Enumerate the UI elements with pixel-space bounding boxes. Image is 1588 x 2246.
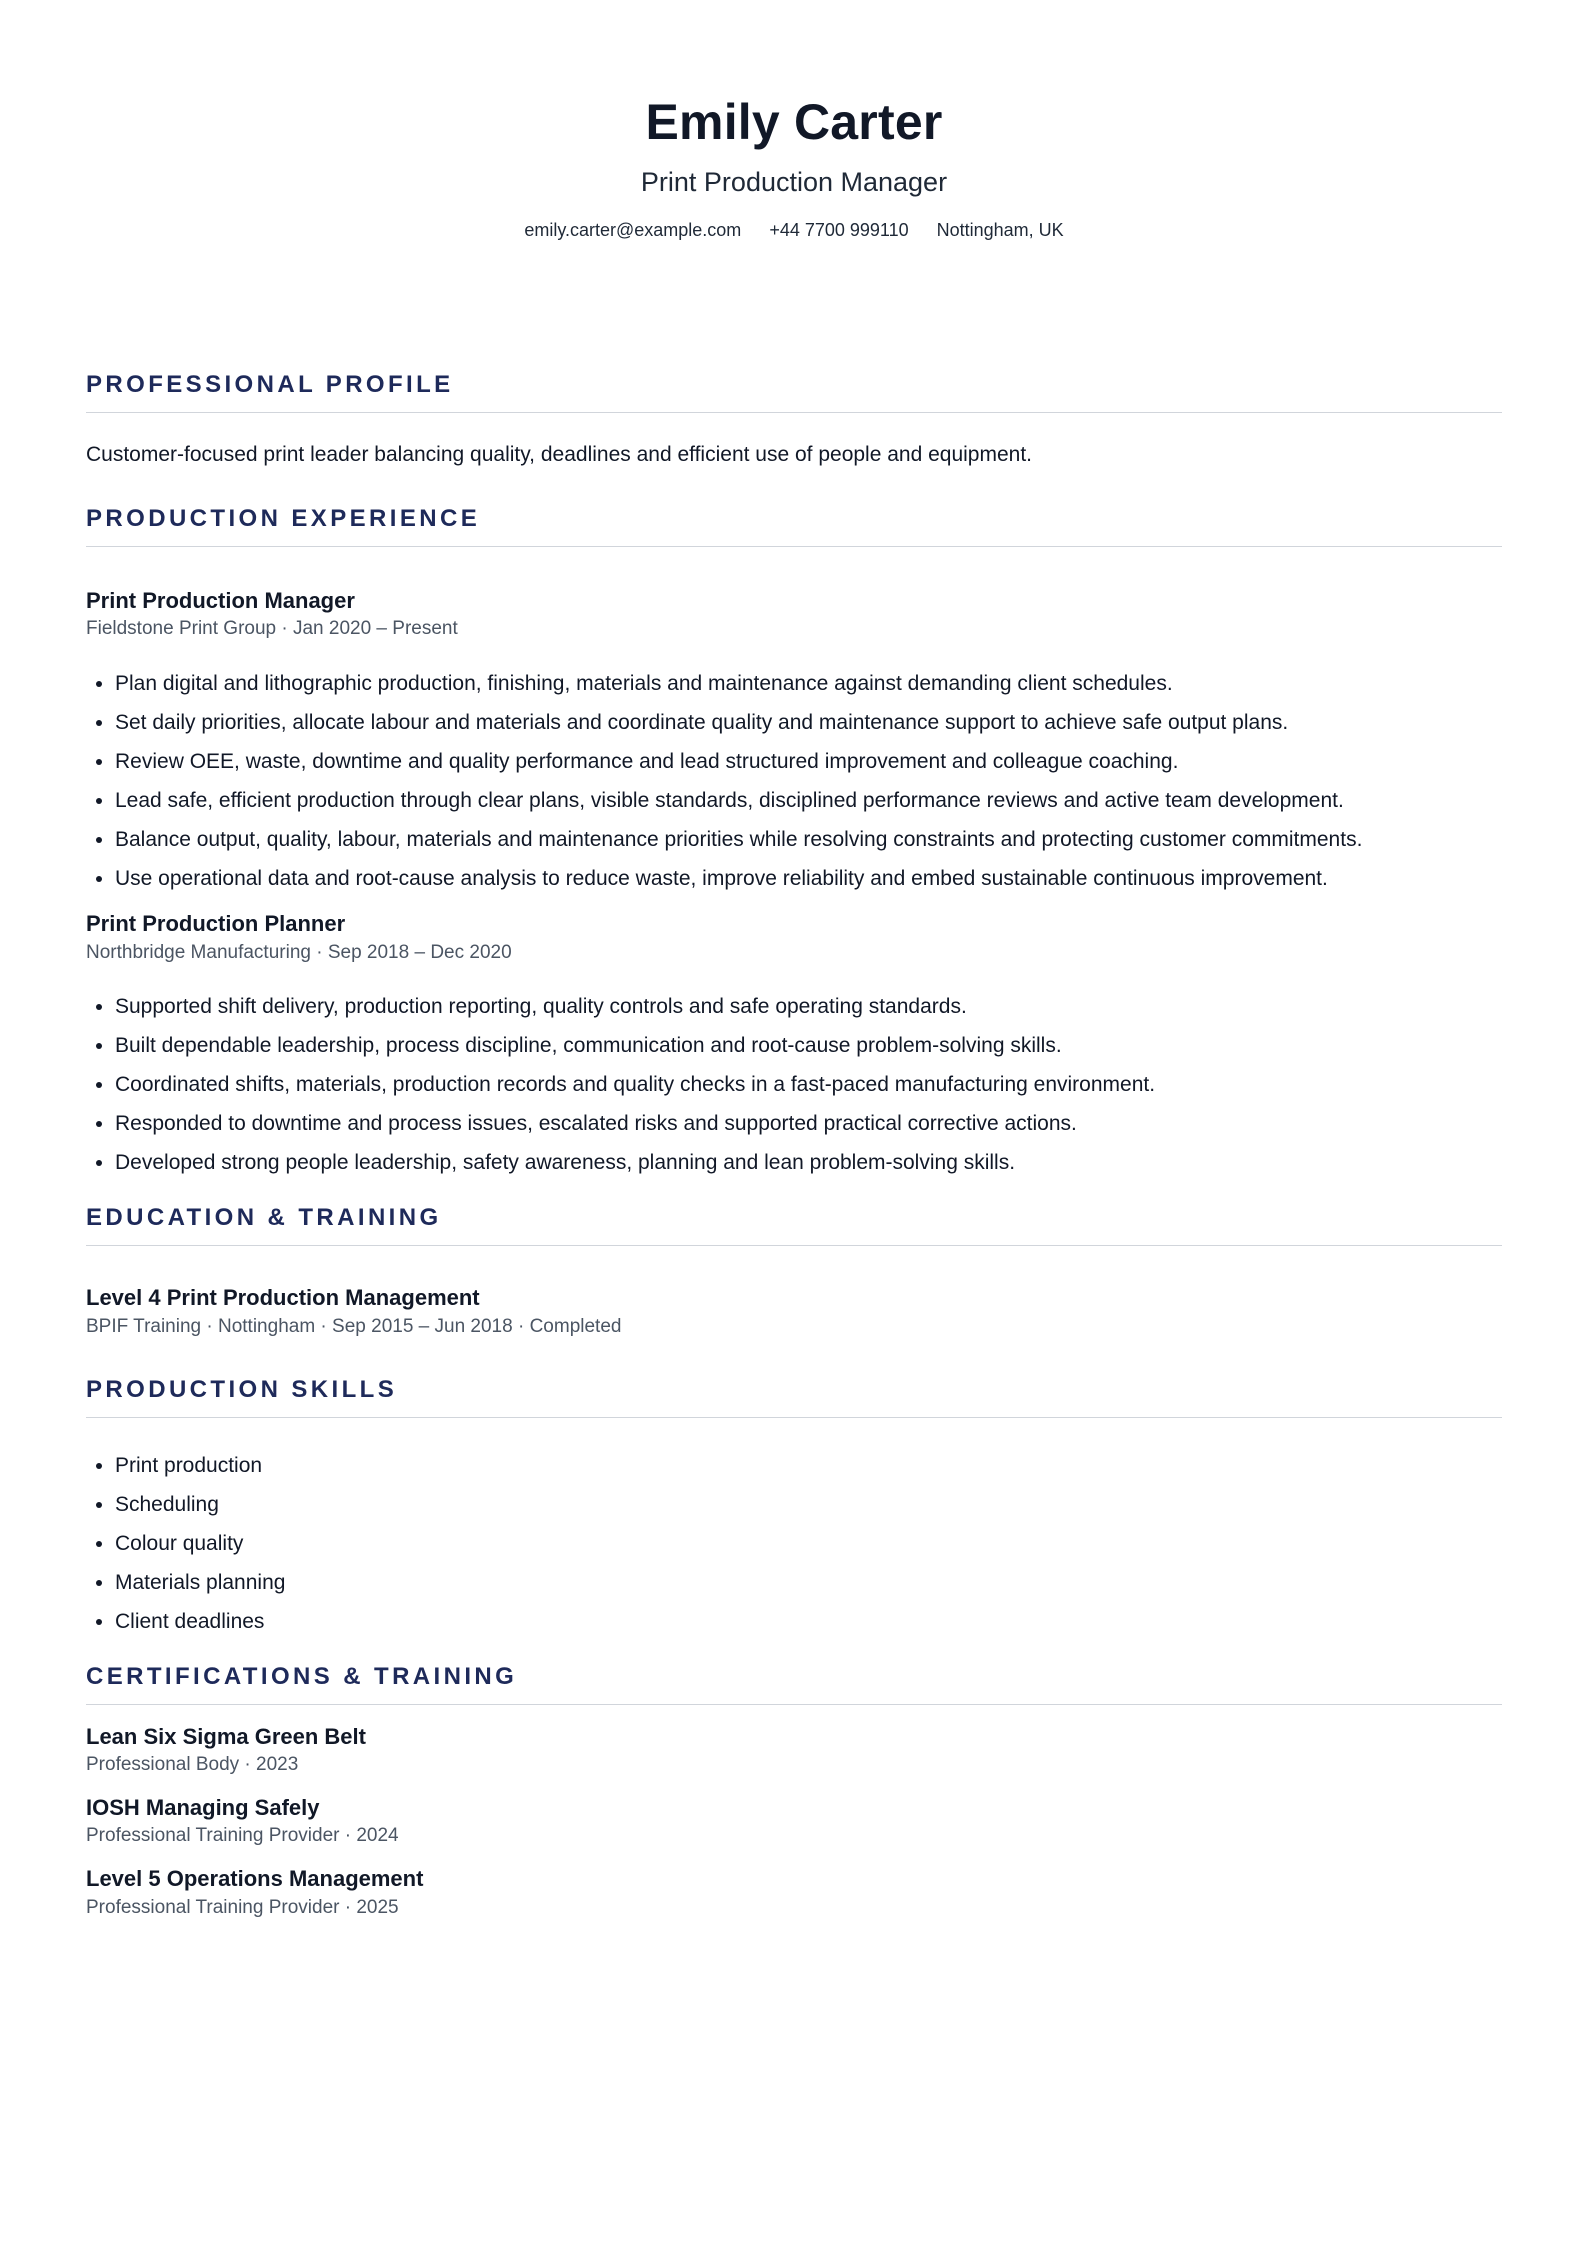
certification-meta: Professional Body · 2023 [86,1754,299,1776]
certification-meta: Professional Training Provider · 2025 [86,1896,399,1918]
section-skills [86,1376,1502,1641]
list-item: • Built dependable leadership, process discipline, communication and root-cause problem-solving skills. [115,1026,1502,1065]
job-meta: Northbridge Manufacturing · Sep 2018 – Dec 2020 [86,941,512,963]
list-item: • Client deadlines [115,1602,1502,1641]
job-meta: Fieldstone Print Group · Jan 2020 – Present [86,618,458,640]
list-item: • Materials planning [115,1563,1502,1602]
certification-entry [86,1723,1502,1778]
skills-list [86,1446,1502,1641]
certification-entry [86,1794,1502,1849]
list-item: • Colour quality [115,1524,1502,1563]
candidate-title: Print Production Manager [640,167,948,197]
section-heading-skills: PRODUCTION SKILLS [86,1376,1502,1418]
section-heading-profile: PROFESSIONAL PROFILE [86,371,1502,413]
list-item: • Print production [115,1446,1502,1485]
section-heading-education: EDUCATION & TRAINING [86,1204,1502,1246]
list-item: • Review OEE, waste, downtime and quality performance and lead structured improvement and colleague coaching. [115,742,1502,781]
certification-title: Lean Six Sigma Green Belt [86,1723,366,1749]
contact-email[interactable]: emily.carter@example.com [524,220,742,241]
list-item: • Developed strong people leadership, safety awareness, planning and lean problem-solving skills. [115,1143,1502,1182]
job-title: Print Production Planner [86,910,346,936]
certification-entry [86,1865,1502,1920]
education-entry [86,1284,1502,1339]
resume-header [86,0,1502,241]
list-item: • Supported shift delivery, production reporting, quality controls and safe operating standards. [115,987,1502,1026]
list-item: • Coordinated shifts, materials, production records and quality checks in a fast-paced manufacturing environment. [115,1065,1502,1104]
profile-text: Customer-focused print leader balancing quality, deadlines and efficient use of people and equipment. [86,443,1033,467]
certification-meta: Professional Training Provider · 2024 [86,1825,399,1847]
candidate-name: Emily Carter [645,94,943,150]
job-entry [86,910,1502,1182]
list-item: • Responded to downtime and process issues, escalated risks and supported practical corrective actions. [115,1104,1502,1143]
list-item: • Use operational data and root-cause analysis to reduce waste, improve reliability and embed sustainable continuous improvement. [115,859,1502,898]
section-heading-certifications: CERTIFICATIONS & TRAINING [86,1663,1502,1705]
list-item: • Lead safe, efficient production through clear plans, visible standards, disciplined performance reviews and active team development. [115,781,1502,820]
list-item: • Plan digital and lithographic production, finishing, materials and maintenance against demanding client schedules. [115,664,1502,703]
certification-title: Level 5 Operations Management [86,1866,424,1892]
job-title: Print Production Manager [86,587,355,613]
section-heading-experience: PRODUCTION EXPERIENCE [86,505,1502,547]
section-experience [86,505,1502,1183]
education-title: Level 4 Print Production Management [86,1285,480,1311]
certification-title: IOSH Managing Safely [86,1794,320,1820]
contact-location: Nottingham, UK [936,220,1064,241]
list-item: • Balance output, quality, labour, materials and maintenance priorities while resolving constraints and protecting customer commitments. [115,820,1502,859]
contact-line [86,220,1502,241]
list-item: • Set daily priorities, allocate labour and materials and coordinate quality and maintenance support to achieve safe output plans. [115,703,1502,742]
section-profile [86,371,1502,468]
job-bullets [86,664,1502,898]
job-bullets [86,987,1502,1182]
education-meta: BPIF Training · Nottingham · Sep 2015 – Jun 2018 · Completed [86,1315,622,1337]
list-item: • Scheduling [115,1485,1502,1524]
contact-phone[interactable]: +44 7700 999110 [769,220,909,241]
job-entry [86,587,1502,898]
section-education [86,1204,1502,1339]
section-certifications [86,1663,1502,1921]
